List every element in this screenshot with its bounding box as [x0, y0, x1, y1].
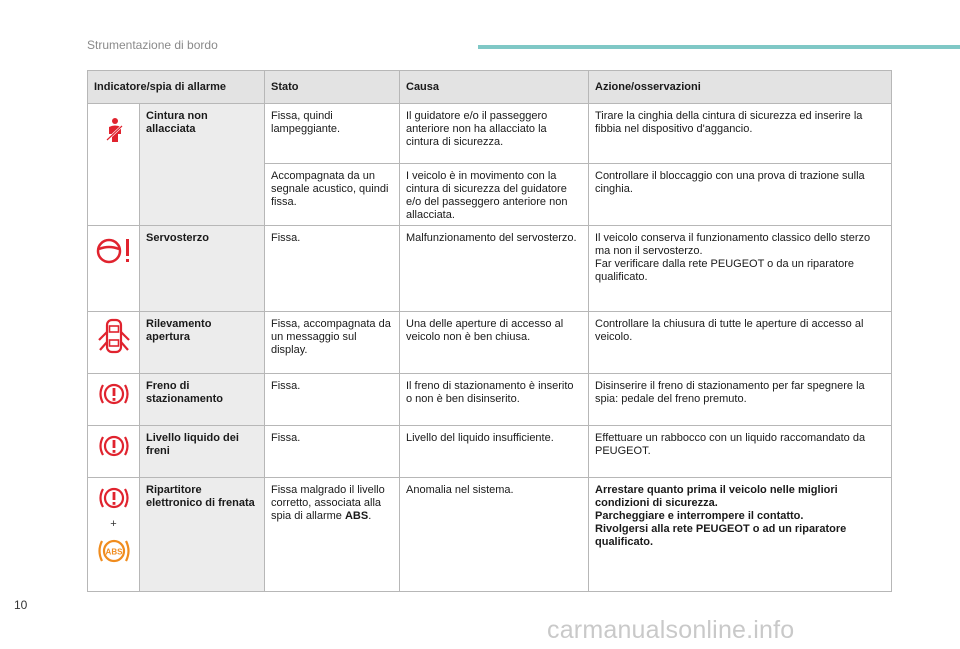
parking-brake-icon-cell [88, 374, 140, 426]
seatbelt-label: Cintura non allacciata [140, 104, 265, 226]
parking-brake-label: Freno di stazionamento [140, 374, 265, 426]
brake-warning-icon [98, 484, 130, 512]
steering-azione-line2: Far verificare dalla rete PEUGEOT o da un riparatore qualificato. [595, 258, 855, 283]
brake-fluid-azione: Effettuare un rabbocco con un liquido raccomandato da PEUGEOT. [589, 426, 892, 478]
ebd-azione-line3: Rivolgersi alla rete PEUGEOT o ad un riparatore qualificato. [595, 523, 847, 548]
brake-fluid-stato: Fissa. [265, 426, 400, 478]
door-label: Rilevamento apertura [140, 312, 265, 374]
plus-sign: + [110, 518, 117, 530]
ebd-label: Ripartitore elettronico di frenata [140, 478, 265, 592]
parking-brake-stato: Fissa. [265, 374, 400, 426]
seatbelt-causa-1: Il guidatore e/o il passeggero anteriore non ha allacciato la cintura di sicurezza. [400, 104, 589, 164]
brake-fluid-label: Livello liquido dei freni [140, 426, 265, 478]
header-indicator: Indicatore/spia di allarme [88, 71, 265, 104]
ebd-stato-abs: ABS [344, 510, 369, 522]
parking-brake-azione: Disinserire il freno di stazionamento per far spegnere la spia: pedale del freno premuto. [589, 374, 892, 426]
door-causa: Una delle aperture di accesso al veicolo non è ben chiusa. [400, 312, 589, 374]
table-row [88, 104, 892, 164]
header-causa: Causa [400, 71, 589, 104]
table-header-row [88, 71, 892, 104]
header-stato: Stato [265, 71, 400, 104]
seatbelt-azione-2: Controllare il bloccaggio con una prova di trazione sulla cinghia. [589, 164, 892, 226]
ebd-azione-line1: Arrestare quanto prima il veicolo nelle migliori condizioni di sicurezza. [595, 484, 838, 509]
table-row [88, 374, 892, 426]
seatbelt-causa-2: I veicolo è in movimento con la cintura di sicurezza del guidatore e/o del passeggero anteriore non allacciata. [400, 164, 589, 226]
abs-warning-icon [97, 537, 131, 565]
brake-fluid-icon-cell [88, 426, 140, 478]
table-row [88, 226, 892, 312]
table-row [88, 312, 892, 374]
brake-fluid-causa: Livello del liquido insufficiente. [400, 426, 589, 478]
parking-brake-causa: Il freno di stazionamento è inserito o non è ben disinserito. [400, 374, 589, 426]
brake-warning-icon [98, 380, 130, 408]
warning-lights-table [87, 70, 892, 592]
ebd-causa: Anomalia nel sistema. [400, 478, 589, 592]
abs-icon-text: ABS [105, 547, 122, 557]
ebd-stato-end: . [368, 510, 372, 522]
steering-causa: Malfunzionamento del servosterzo. [400, 226, 589, 312]
door-stato: Fissa, accompagnata da un messaggio sul display. [265, 312, 400, 374]
header-azione: Azione/osservazioni [589, 71, 892, 104]
ebd-stato-text: Fissa malgrado il livello corretto, associata alla spia di allarme [271, 484, 385, 522]
door-azione: Controllare la chiusura di tutte le aperture di accesso al veicolo. [589, 312, 892, 374]
seatbelt-stato-1: Fissa, quindi lampeggiante. [265, 104, 400, 164]
power-steering-warning-icon [95, 236, 133, 266]
door-icon-cell [88, 312, 140, 374]
steering-stato: Fissa. [265, 226, 400, 312]
watermark: carmanualsonline.info [547, 616, 795, 644]
table-row [88, 478, 892, 592]
steering-icon-cell [88, 226, 140, 312]
page-number: 10 [14, 598, 28, 612]
steering-azione [589, 226, 892, 312]
seatbelt-warning-icon [100, 116, 128, 144]
door-open-warning-icon [96, 316, 132, 356]
ebd-icon-cell [88, 478, 140, 592]
seatbelt-azione-1: Tirare la cinghia della cintura di sicurezza ed inserire la fibbia nel dispositivo d'aggancio. [589, 104, 892, 164]
seatbelt-stato-2: Accompagnata da un segnale acustico, quindi fissa. [265, 164, 400, 226]
ebd-stato [265, 478, 400, 592]
ebd-azione [589, 478, 892, 592]
table-row [88, 426, 892, 478]
brake-warning-icon [98, 432, 130, 460]
ebd-azione-line2: Parcheggiare e interrompere il contatto. [595, 510, 804, 522]
steering-azione-line1: Il veicolo conserva il funzionamento classico dello sterzo ma non il servosterzo. [595, 232, 871, 257]
header-accent-bar [478, 45, 960, 49]
seatbelt-icon-cell [88, 104, 140, 226]
section-title: Strumentazione di bordo [87, 38, 218, 52]
steering-label: Servosterzo [140, 226, 265, 312]
